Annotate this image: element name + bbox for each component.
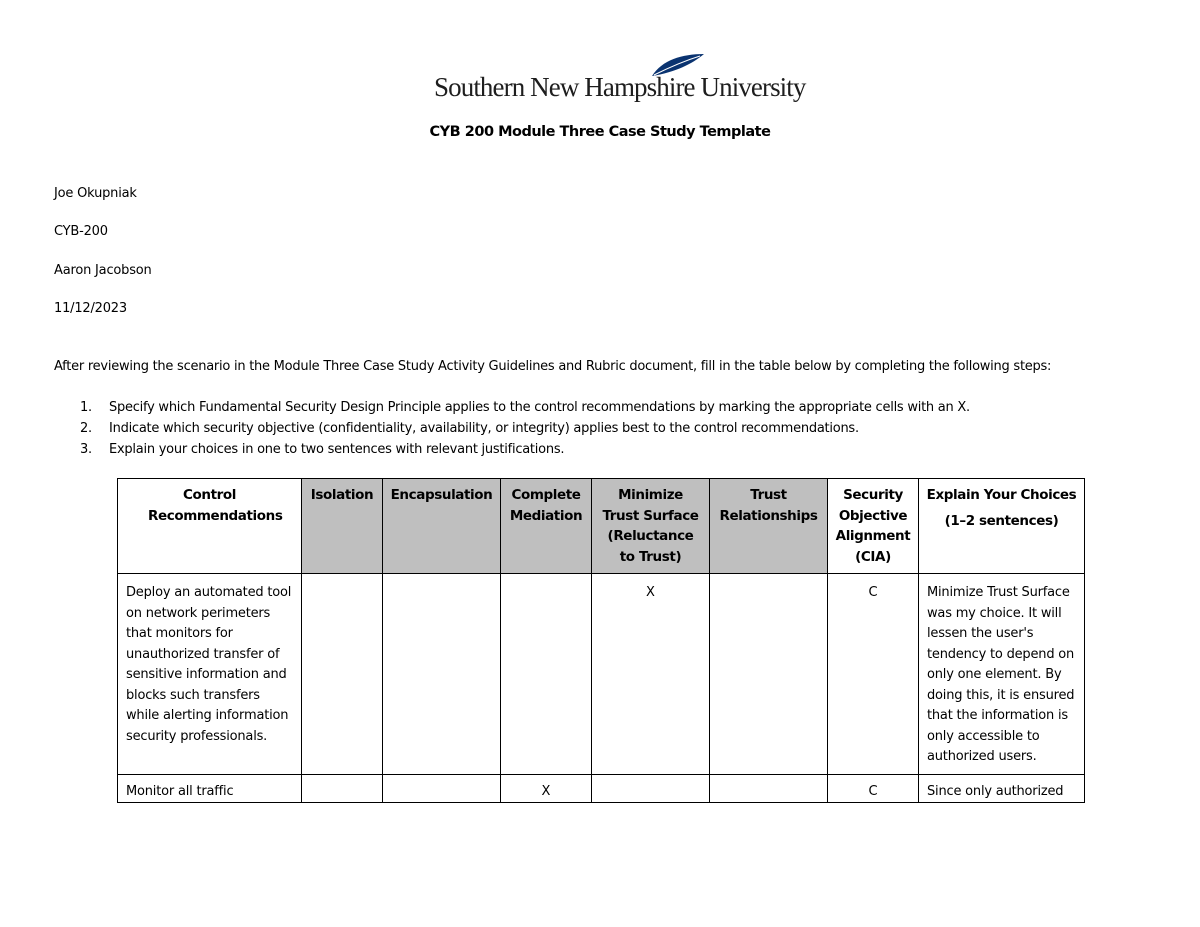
- complete-mediation-cell: X: [501, 774, 592, 803]
- header-trust-relationships: Trust Relationships: [710, 479, 828, 574]
- instructions-intro: After reviewing the scenario in the Module Three Case Study Activity Guidelines and Rubric document, fill in the table below by completing the following steps:: [54, 359, 1052, 374]
- header-encapsulation: Encapsulation: [383, 479, 501, 574]
- page-title: CYB 200 Module Three Case Study Template: [429, 124, 771, 140]
- instructions-steps: [80, 399, 970, 462]
- explanation-cell: Minimize Trust Surface was my choice. It will lessen the user's tendency to depend on only one element. By doing this, it is ensured that the information is only accessible to authorized users.: [919, 574, 1085, 775]
- step-item: [80, 399, 970, 420]
- complete-mediation-cell: [501, 574, 592, 775]
- header-cia-alignment: Security Objective Alignment (CIA): [828, 479, 919, 574]
- page-bottom-margin: [0, 846, 1200, 927]
- logo-text: Southern New Hampshire University: [434, 72, 806, 102]
- isolation-cell: [302, 574, 383, 775]
- step-item: [80, 420, 970, 441]
- student-name: Joe Okupniak: [54, 186, 137, 201]
- header-control-recommendations: Control Recommendations: [118, 479, 302, 574]
- explanation-cell: Since only authorized: [919, 774, 1085, 803]
- isolation-cell: [302, 774, 383, 803]
- step-number: 3.: [80, 442, 92, 457]
- course-code: CYB-200: [54, 224, 108, 239]
- step-text: Explain your choices in one to two sentences with relevant justifications.: [109, 442, 565, 457]
- minimize-trust-surface-cell: [592, 774, 710, 803]
- university-logo: [434, 52, 806, 104]
- cia-cell: C: [828, 774, 919, 803]
- step-number: 2.: [80, 421, 92, 436]
- header-minimize-trust-surface: Minimize Trust Surface (Reluctance to Trust): [592, 479, 710, 574]
- header-complete-mediation: Complete Mediation: [501, 479, 592, 574]
- encapsulation-cell: [383, 774, 501, 803]
- date: 11/12/2023: [54, 301, 127, 316]
- cia-cell: C: [828, 574, 919, 775]
- header-explain-choices: Explain Your Choices (1–2 sentences): [919, 479, 1085, 574]
- case-study-table: [117, 478, 1085, 803]
- header-isolation: Isolation: [302, 479, 383, 574]
- leaf-icon: [648, 52, 706, 78]
- step-text: Indicate which security objective (confidentiality, availability, or integrity) applies best to the control recommendations.: [109, 421, 859, 436]
- control-cell: Deploy an automated tool on network perimeters that monitors for unauthorized transfer of sensitive information and blocks such transfers while alerting information security professionals.: [118, 574, 302, 775]
- control-cell: Monitor all traffic: [118, 774, 302, 803]
- table-row: [118, 774, 1085, 803]
- instructor-name: Aaron Jacobson: [54, 263, 152, 278]
- trust-relationships-cell: [710, 574, 828, 775]
- table-header-row: [118, 479, 1085, 574]
- table-row: [118, 574, 1085, 775]
- trust-relationships-cell: [710, 774, 828, 803]
- step-number: 1.: [80, 400, 92, 415]
- minimize-trust-surface-cell: X: [592, 574, 710, 775]
- step-item: [80, 441, 970, 462]
- step-text: Specify which Fundamental Security Design Principle applies to the control recommendations by marking the appropriate cells with an X.: [109, 400, 970, 415]
- encapsulation-cell: [383, 574, 501, 775]
